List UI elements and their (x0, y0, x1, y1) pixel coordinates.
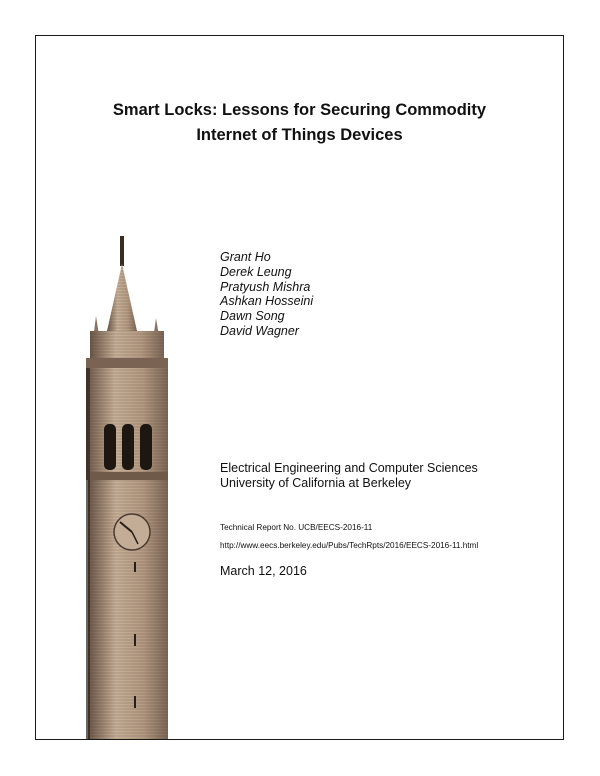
title-line-2: Internet of Things Devices (196, 126, 403, 144)
author-name: Ashkan Hosseini (220, 294, 314, 309)
department-name: Electrical Engineering and Computer Sciences (220, 461, 478, 475)
title-line-1: Smart Locks: Lessons for Securing Commodity (112, 101, 487, 119)
report-info (220, 519, 478, 555)
author-name: Grant Ho (220, 250, 271, 264)
cover-page (35, 35, 564, 740)
spire-tip (120, 236, 124, 266)
university-name: University of California at Berkeley (220, 476, 412, 490)
department-block (220, 461, 478, 491)
author-name: David Wagner (220, 323, 299, 338)
author-name: Pratyush Mishra (220, 279, 311, 294)
report-date: March 12, 2016 (220, 564, 307, 578)
author-list (220, 250, 313, 339)
campanile-tower-image (76, 236, 188, 740)
report-title (36, 98, 563, 148)
author-name: Dawn Song (220, 309, 285, 324)
report-number: Technical Report No. UCB/EECS-2016-11 (220, 523, 373, 532)
belfry-opening-1 (104, 424, 116, 470)
belfry-opening-3 (140, 424, 152, 470)
report-url-link[interactable]: http://www.eecs.berkeley.edu/Pubs/TechRpts/2016/EECS-2016-11.html (220, 541, 479, 550)
belfry-opening-2 (122, 424, 134, 470)
author-name: Derek Leung (220, 264, 292, 279)
